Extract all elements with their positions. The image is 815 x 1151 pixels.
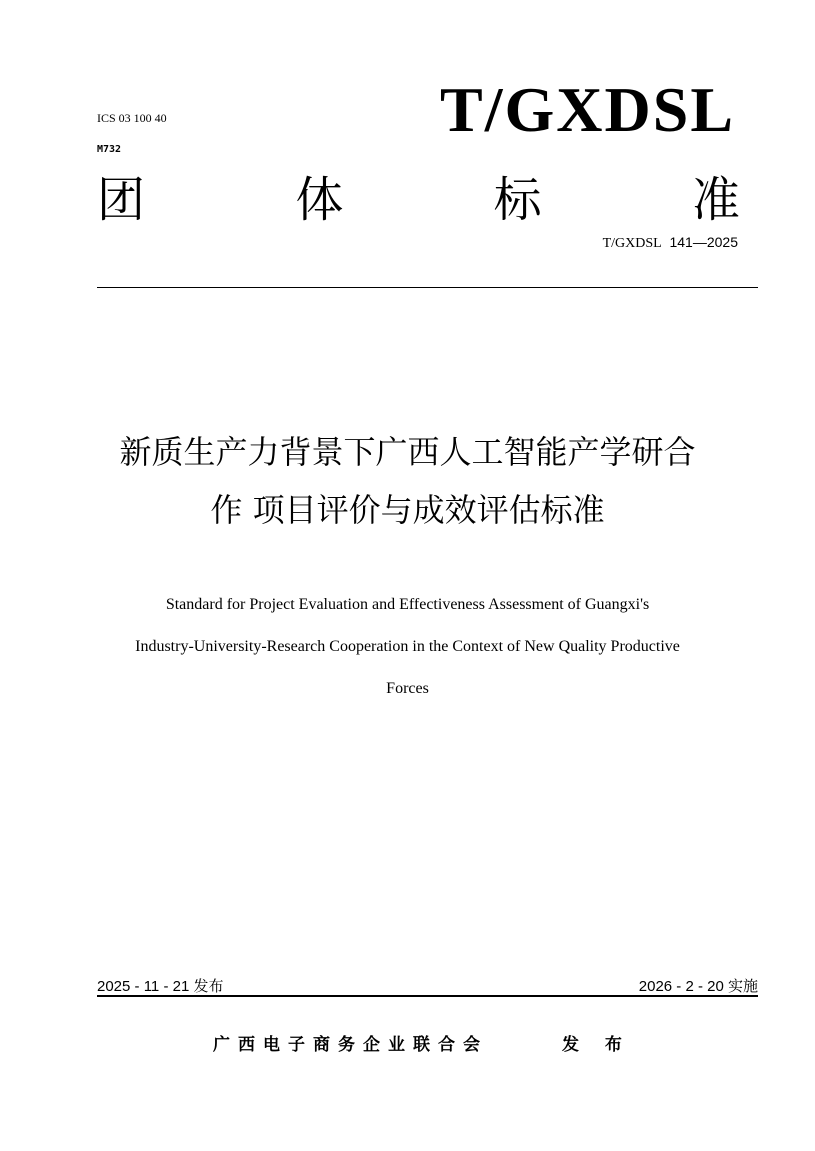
chinese-title-line-1: 新质生产力背景下广西人工智能产学研合 — [119, 433, 696, 471]
publish-label: 发 布 — [562, 1035, 632, 1055]
footer-divider — [97, 995, 758, 997]
standard-number-prefix: T/GXDSL — [602, 236, 662, 251]
classification-code: M732 — [97, 144, 122, 155]
english-title-line-1: Standard for Project Evaluation and Effectiveness Assessment of Guangxi's — [165, 596, 650, 613]
english-title — [60, 584, 755, 710]
release-date: 2025 - 11 - 21 发布 — [97, 978, 224, 995]
publisher-name: 广西电子商务企业联合会 — [213, 1035, 488, 1055]
standard-number-suffix: 141—2025 — [669, 234, 738, 250]
header-divider — [97, 287, 758, 288]
category-char-1: 团 — [97, 172, 146, 228]
english-title-line-2: Industry-University-Research Cooperation in the Context of New Quality Productive — [135, 638, 680, 655]
standard-code-heading: T/GXDSL — [440, 74, 735, 145]
ics-code: ICS 03 100 40 — [97, 111, 167, 125]
english-title-line-3: Forces — [386, 680, 429, 697]
category-char-3: 标 — [493, 172, 542, 228]
category-char-2: 体 — [295, 172, 344, 228]
category-char-4: 准 — [691, 172, 740, 228]
standard-number — [603, 234, 738, 252]
implement-date: 2026 - 2 - 20 实施 — [638, 978, 758, 995]
chinese-title — [60, 423, 755, 539]
document-category — [97, 168, 740, 232]
chinese-title-line-2: 作 项目评价与成效评估标准 — [210, 491, 605, 529]
